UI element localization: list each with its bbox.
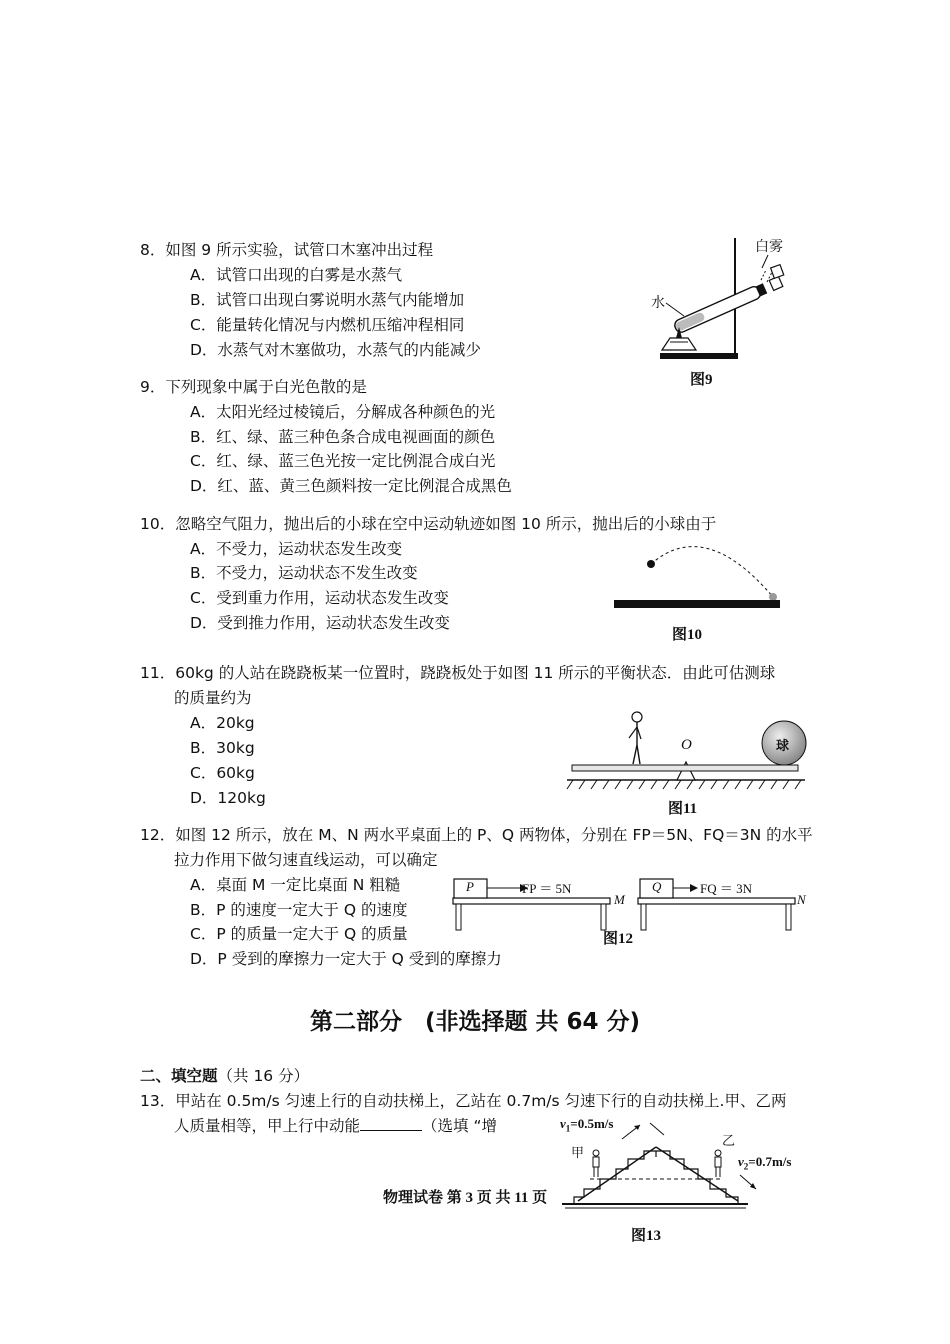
figure-9-caption: 图9	[690, 372, 713, 388]
page-footer: 物理试卷 第 3 页 共 11 页	[383, 1190, 548, 1206]
table-n-label: N	[797, 892, 806, 907]
pivot-o-label: O	[681, 737, 692, 753]
q9-option-d: D．红、蓝、黄三色颜料按一定比例混合成黑色	[190, 477, 512, 495]
q12-option-b: B．P 的速度一定大于 Q 的速度	[190, 901, 408, 919]
section-heading-title: 二、填空题	[140, 1067, 218, 1085]
q9-option-b: B．红、绿、蓝三种色条合成电视画面的颜色	[190, 428, 496, 446]
q10-option-a: A．不受力，运动状态发生改变	[190, 540, 403, 558]
ball-label: 球	[776, 739, 790, 754]
q13-line2-choice: （选填 “增	[422, 1117, 497, 1135]
q10-stem: 10．忽略空气阻力，抛出后的小球在空中运动轨迹如图 10 所示，抛出后的小球由于	[140, 515, 717, 533]
section-heading-note: （共 16 分）	[217, 1067, 310, 1085]
figure-12-caption: 图12	[603, 931, 634, 947]
q10-option-c: C．受到重力作用，运动状态发生改变	[190, 589, 449, 607]
q12-option-d: D．P 受到的摩擦力一定大于 Q 受到的摩擦力	[190, 950, 502, 968]
q11-option-c: C．60kg	[190, 764, 255, 782]
answer-blank[interactable]	[360, 1116, 422, 1131]
force-q-label: FQ ＝ 3N	[700, 881, 753, 896]
q8-option-c: C．能量转化情况与内燃机压缩冲程相同	[190, 316, 465, 334]
force-p-label: FP ＝ 5N	[522, 881, 572, 896]
section-heading	[140, 1064, 309, 1086]
person-jia-label: 甲	[571, 1146, 585, 1161]
q8-option-b: B．试管口出现白雾说明水蒸气内能增加	[190, 291, 465, 309]
q13-line1: 13．甲站在 0.5m/s 匀速上行的自动扶梯上，乙站在 0.7m/s 匀速下行的自动扶梯上.甲、乙两	[140, 1092, 787, 1110]
v1-label: $v_1=0.5m/s$	[560, 1116, 614, 1134]
figure-11-caption: 图11	[668, 801, 698, 817]
block-p-label: P	[466, 879, 474, 894]
q11-option-a: A．20kg	[190, 714, 255, 732]
figure-13-caption: 图13	[631, 1228, 662, 1244]
q12-stem-line1: 12．如图 12 所示，放在 M、N 两水平桌面上的 P、Q 两物体，分别在 FP＝5N、FQ＝3N 的水平	[140, 826, 813, 844]
q10-option-d: D．受到推力作用，运动状态发生改变	[190, 614, 450, 632]
v2-label: $v_2=0.7m/s$	[738, 1154, 792, 1172]
q12-stem-line2: 拉力作用下做匀速直线运动，可以确定	[174, 851, 438, 869]
q13-line2-text: 人质量相等，甲上行中动能	[174, 1117, 361, 1135]
q11-option-b: B．30kg	[190, 739, 255, 757]
block-q-label: Q	[652, 879, 662, 894]
q8-option-a: A．试管口出现的白雾是水蒸气	[190, 266, 403, 284]
q9-stem: 9．下列现象中属于白光色散的是	[140, 378, 367, 396]
q12-option-c: C．P 的质量一定大于 Q 的质量	[190, 925, 408, 943]
q8-option-d: D．水蒸气对木塞做功，水蒸气的内能减少	[190, 341, 481, 359]
figure-10-caption: 图10	[672, 627, 703, 643]
water-label: 水	[651, 296, 665, 311]
q9-option-c: C．红、绿、蓝三色光按一定比例混合成白光	[190, 452, 496, 470]
q11-stem-line2: 的质量约为	[174, 689, 252, 707]
figure-10-ball-trajectory	[610, 535, 785, 615]
q12-option-a: A．桌面 M 一定比桌面 N 粗糙	[190, 876, 401, 894]
part-two-title: 第二部分 (非选择题 共 64 分)	[309, 1009, 641, 1035]
q11-option-d: D．120kg	[190, 789, 266, 807]
q11-stem-line1: 11．60kg 的人站在跷跷板某一位置时，跷跷板处于如图 11 所示的平衡状态．由此可估测球	[140, 664, 776, 682]
q8-stem: 8．如图 9 所示实验，试管口木塞冲出过程	[140, 241, 434, 259]
q9-option-a: A．太阳光经过棱镜后，分解成各种颜色的光	[190, 403, 496, 421]
figure-12-two-tables	[450, 875, 810, 935]
table-m-label: M	[614, 892, 625, 907]
q13-line2	[174, 1114, 497, 1136]
mist-label: 白雾	[755, 240, 783, 255]
person-yi-label: 乙	[722, 1134, 736, 1149]
q10-option-b: B．不受力，运动状态不发生改变	[190, 564, 418, 582]
